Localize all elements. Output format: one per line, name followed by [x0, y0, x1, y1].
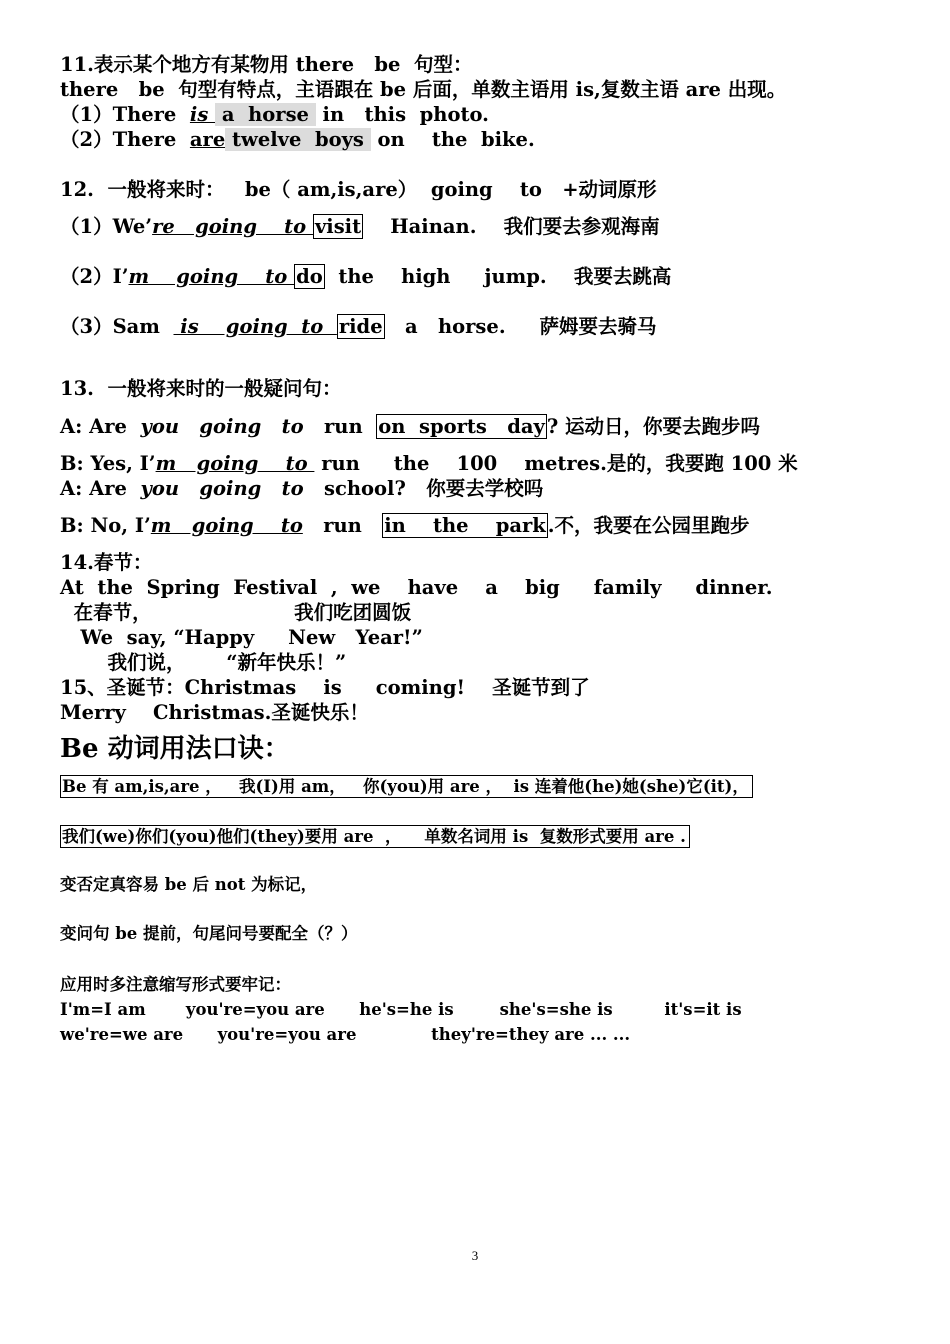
be-contractions-row-1: I'm=I am you're=you are he's=he is she's=she is it's=it is — [60, 1000, 742, 1019]
a-prefix: B: No, I’ — [60, 514, 151, 537]
s11-example-1 — [60, 102, 489, 127]
a-boxed-phrase: in the park — [384, 514, 546, 537]
a-suffix: run the 100 metres.是的，我要跑 100 米 — [314, 452, 798, 475]
s11-rule: there be 句型有特点，主语跟在 be 后面，单数主语用 is,复数主语 are 出现。 — [60, 78, 787, 101]
a-suffix: .不，我要在公园里跑步 — [547, 514, 750, 537]
be-title: Be 动词用法口诀： — [60, 734, 290, 764]
a-verb: run — [302, 514, 383, 537]
ex-prefix: （1）We’ — [60, 215, 153, 238]
ex-suffix: a horse. 萨姆要去骑马 — [384, 315, 657, 338]
ex-underlined: m going to — [128, 265, 295, 288]
q-suffix: ? 运动日，你要去跑步吗 — [546, 415, 761, 438]
q-suffix: school? 你要去学校吗 — [303, 477, 544, 500]
ex-verb: is — [189, 103, 216, 126]
s12-example-1 — [60, 214, 660, 239]
s12-example-3 — [60, 314, 657, 339]
a-prefix: B: Yes, I’ — [60, 452, 156, 475]
s13-answer-1 — [60, 451, 798, 476]
ex-suffix: on the bike. — [370, 128, 535, 151]
ex-highlight: a horse — [215, 103, 316, 126]
s13-answer-2 — [60, 513, 750, 538]
q-boxed-phrase: on sports day — [378, 415, 545, 438]
ex-suffix: in this photo. — [315, 103, 489, 126]
ex-prefix: （2）There — [60, 128, 190, 151]
ex-prefix: （2）I’ — [60, 265, 129, 288]
s14-line-4: 我们说， “新年快乐！” — [60, 651, 347, 674]
q-verb: run — [303, 415, 377, 438]
s13-question-2 — [60, 476, 543, 501]
ex-suffix: Hainan. 我们要去参观海南 — [363, 215, 660, 238]
s11-example-2 — [60, 127, 535, 152]
ex-boxed-verb: ride — [338, 315, 383, 338]
ex-underlined: re going to — [152, 215, 313, 238]
s13-question-1 — [60, 414, 760, 439]
ex-underlined: is going to — [173, 315, 337, 338]
s12-example-2 — [60, 264, 671, 289]
s15-line-1: 15、圣诞节：Christmas is coming! 圣诞节到了 — [60, 676, 590, 699]
be-rule-box-2: 我们(we)你们(you)他们(they)要用 are ， 单数名词用 is 复数形式要用 are . — [60, 825, 690, 848]
be-rule-box-1: Be 有 am,is,are ， 我(I)用 am， 你(you)用 are ， is 连着他(he)她(she)它(it)， — [60, 775, 753, 798]
q-prefix: A: Are — [60, 415, 141, 438]
ex-verb: are — [189, 128, 226, 151]
s13-title: 13. 一般将来时的一般疑问句： — [60, 377, 342, 400]
q-italic: you going to — [140, 477, 304, 500]
q-italic: you going to — [140, 415, 304, 438]
s14-title: 14.春节： — [60, 551, 153, 574]
be-line-contractions-title: 应用时多注意缩写形式要牢记： — [60, 975, 291, 994]
be-contractions-row-2: we're=we are you're=you are they're=they are ... ... — [60, 1025, 631, 1044]
ex-highlight: twelve boys — [225, 128, 371, 151]
s14-line-2: 在春节， 我们吃团圆饭 — [60, 601, 412, 624]
be-line-question: 变问句 be 提前，句尾问号要配全（？） — [60, 924, 358, 943]
s11-title: 11.表示某个地方有某物用 there be 句型： — [60, 53, 473, 76]
q-prefix: A: Are — [60, 477, 141, 500]
s12-title: 12. 一般将来时： be（ am,is,are） going to +动词原形 — [60, 178, 657, 201]
ex-prefix: （1）There — [60, 103, 190, 126]
s14-line-1: At the Spring Festival , we have a big family dinner. — [60, 576, 773, 599]
ex-boxed-verb: visit — [314, 215, 362, 238]
be-line-negative: 变否定真容易 be 后 not 为标记， — [60, 875, 318, 894]
ex-suffix: the high jump. 我要去跳高 — [324, 265, 672, 288]
page-number: 3 — [471, 1248, 479, 1263]
s15-line-2: Merry Christmas.圣诞快乐！ — [60, 701, 369, 724]
ex-prefix: （3）Sam — [60, 315, 174, 338]
s14-line-3: We say, “Happy New Year!” — [60, 626, 423, 649]
ex-boxed-verb: do — [296, 265, 323, 288]
a-underlined: m going to — [150, 514, 303, 537]
a-underlined: m going to — [155, 452, 315, 475]
